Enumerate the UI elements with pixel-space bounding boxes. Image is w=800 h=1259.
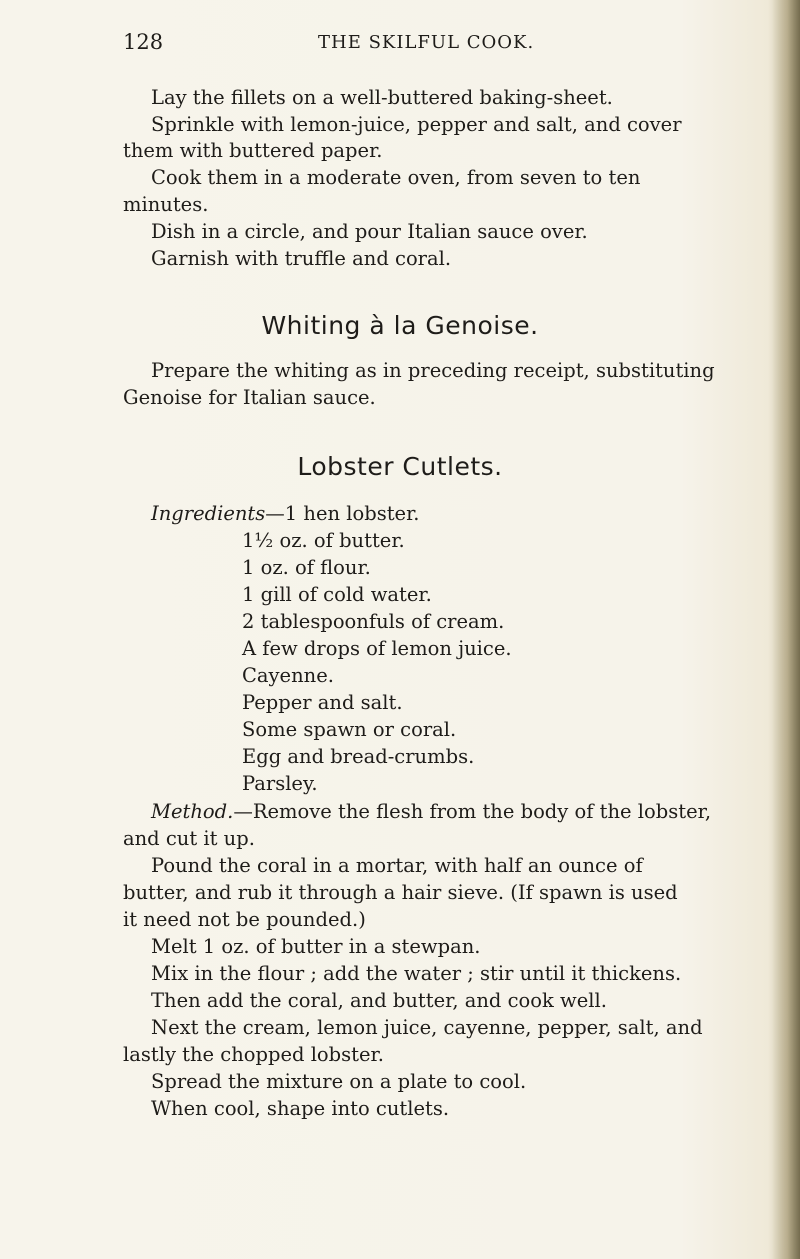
lobster-heading: Lobster Cutlets. [297,452,503,481]
ingredient-item: Parsley. [242,772,318,795]
ingredients-line: Ingredients—1 hen lobster. [151,502,420,525]
ingredient-item: Pepper and salt. [242,691,403,714]
method-line: lastly the chopped lobster. [123,1043,384,1066]
method-line-1: Method.—Remove the flesh from the body of the lobster, [151,800,712,823]
running-title: THE SKILFUL COOK. [318,32,535,53]
page-header [123,30,683,60]
page-edge-shadow [772,0,800,1259]
ingredients-label: Ingredients [151,502,266,525]
intro-line-2: Sprinkle with lemon-juice, pepper and salt, and cover [151,113,682,136]
intro-line-6: Dish in a circle, and pour Italian sauce over. [151,220,588,243]
intro-line-4: Cook them in a moderate oven, from seven to ten [151,166,641,189]
method-line: Then add the coral, and butter, and cook well. [151,989,607,1012]
ingredient-item: Egg and bread-crumbs. [242,745,475,768]
method-text: Remove the flesh from the body of the lobster, [252,800,712,823]
ingredient-item: 1 gill of cold water. [242,583,432,606]
method-line: Mix in the flour ; add the water ; stir until it thickens. [151,962,682,985]
intro-line-1: Lay the fillets on a well-buttered baking-sheet. [151,86,613,109]
method-line: butter, and rub it through a hair sieve. (If spawn is used [123,881,678,904]
method-line: Next the cream, lemon juice, cayenne, pepper, salt, and [151,1016,703,1039]
intro-line-3: them with buttered paper. [123,139,383,162]
whiting-heading: Whiting à la Genoise. [261,311,539,340]
method-line: When cool, shape into cutlets. [151,1097,450,1120]
ingredient-item: 1½ oz. of butter. [242,529,405,552]
ingredient-item: Cayenne. [242,664,334,687]
ingredient-item: 1 hen lobster. [284,502,420,525]
ingredient-item: 1 oz. of flour. [242,556,371,579]
ingredient-item: 2 tablespoonfuls of cream. [242,610,505,633]
intro-line-5: minutes. [123,193,209,216]
ingredient-item: A few drops of lemon juice. [242,637,512,660]
method-line: Spread the mixture on a plate to cool. [151,1070,527,1093]
method-label: Method. [151,800,234,823]
intro-line-7: Garnish with truffle and coral. [151,247,452,270]
ingredient-item: Some spawn or coral. [242,718,457,741]
whiting-line-1: Prepare the whiting as in preceding receipt, substituting [151,359,715,382]
method-line: and cut it up. [123,827,255,850]
page-number: 128 [123,30,164,54]
method-line: it need not be pounded.) [123,908,366,931]
method-line: Melt 1 oz. of butter in a stewpan. [151,935,481,958]
whiting-line-2: Genoise for Italian sauce. [123,386,376,409]
method-line: Pound the coral in a mortar, with half an ounce of [151,854,643,877]
